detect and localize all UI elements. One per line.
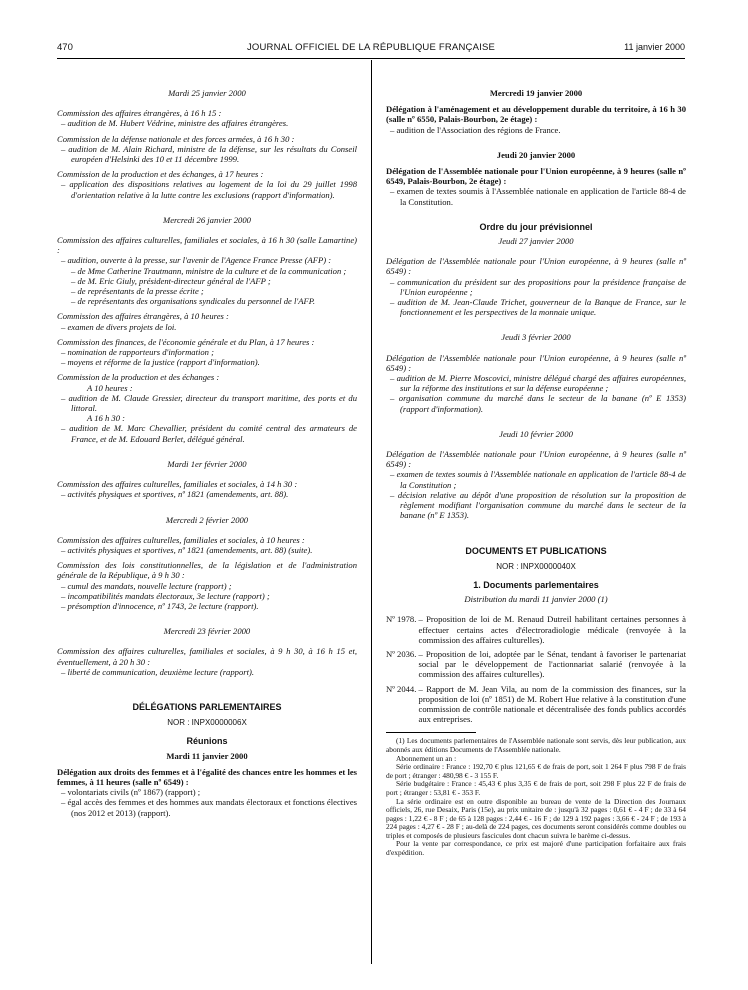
agenda-item: – audition de M. Marc Chevallier, président du comité central des armateurs de France, et de M. Edouard Berlet, délégué général. <box>61 423 357 444</box>
nor-reference: NOR : INPX0000006X <box>167 718 247 728</box>
document-entry <box>386 684 686 725</box>
agenda-item: – liberté de communication, deuxième lecture (rapport). <box>61 666 254 677</box>
commission-line: Commission des lois constitutionnelles, de la législation et de l'administration générale de la République, à 9 h 30 : <box>57 560 357 581</box>
agenda-item: – examen de divers projets de loi. <box>61 321 177 332</box>
subsection-title: Réunions <box>186 736 228 747</box>
agenda-subitem: – de représentants des organisations syndicales du personnel de l'AFP. <box>71 296 316 307</box>
agenda-block <box>386 353 686 414</box>
delegation-line: Délégation de l'Assemblée nationale pour l'Union européenne, à 9 heures (salle nº 6549) : <box>386 352 686 373</box>
agenda-block <box>57 311 357 331</box>
distribution-heading: Distribution du mardi 11 janvier 2000 (1) <box>464 594 608 605</box>
delegation-line: Délégation à l'aménagement et au développement durable du territoire, à 16 h 30 (salle nº 6550, Palais-Bourbon, 2e étage) : <box>386 104 686 125</box>
agenda-block <box>57 535 357 555</box>
agenda-item: – examen de textes soumis à l'Assemblée nationale en application de l'article 88-4 de la Constitution. <box>390 186 686 207</box>
agenda-item: – application des dispositions relatives au logement de la loi du 29 juillet 1998 d'orientation relative à la lutte contre les exclusions (rapport d'information). <box>61 179 357 200</box>
agenda-block <box>57 372 357 443</box>
section-title: DOCUMENTS ET PUBLICATIONS <box>465 545 607 556</box>
agenda-item: – audition de M. Hubert Védrine, ministre des affaires étrangères. <box>61 118 289 129</box>
commission-line: Commission de la production et des échanges : <box>57 372 220 383</box>
agenda-item: – présomption d'innocence, nº 1743, 2e lecture (rapport). <box>61 600 259 611</box>
agenda-item: – décision relative au dépôt d'une proposition de résolution sur la proposition de règlement modifiant l'organisation commune du marché dans le secteur de la banane (nº E 1353). <box>390 489 686 521</box>
document-number: Nº 1978. <box>386 614 417 625</box>
day-heading: Mardi 25 janvier 2000 <box>168 88 246 98</box>
footnote-rule <box>386 732 476 733</box>
agenda-item: – nomination de rapporteurs d'information ; <box>61 347 214 358</box>
agenda-item: – moyens et réforme de la justice (rapport d'information). <box>61 357 260 368</box>
agenda-block <box>386 166 686 207</box>
agenda-block <box>57 235 357 306</box>
agenda-block <box>386 449 686 520</box>
agenda-block <box>57 134 357 165</box>
agenda-block <box>57 169 357 200</box>
document-number: Nº 2036. <box>386 648 417 659</box>
agenda-item: – égal accès des femmes et des hommes aux mandats électoraux et fonctions électives (nos 2012 et 2013) (rapport). <box>61 797 357 818</box>
footnote: Abonnement un an : <box>396 753 457 763</box>
agenda-block <box>57 337 357 368</box>
time-line: A 16 h 30 : <box>87 413 126 424</box>
agenda-block <box>386 256 686 317</box>
agenda-block <box>57 560 357 611</box>
commission-line: Commission des affaires étrangères, à 10 heures : <box>57 311 229 322</box>
day-heading: Jeudi 3 février 2000 <box>501 332 571 343</box>
delegation-line: Délégation de l'Assemblée nationale pour l'Union européenne, à 9 heures (salle nº 6549) : <box>386 256 686 277</box>
delegation-line: Délégation aux droits des femmes et à l'égalité des chances entre les hommes et les femmes, à 11 heures (salle nº 6549) : <box>57 766 357 787</box>
document-number: Nº 2044. <box>386 683 417 694</box>
agenda-item: – communication du président sur des propositions pour la présidence française de l'Union européenne ; <box>390 276 686 297</box>
delegation-line: Délégation de l'Assemblée nationale pour l'Union européenne, à 9 heures (salle nº 6549) : <box>386 449 686 470</box>
day-heading: Mercredi 23 février 2000 <box>163 626 251 637</box>
agenda-item: – examen de textes soumis à l'Assemblée nationale en application de l'article 88-4 de la Constitution ; <box>390 469 686 490</box>
day-heading: Jeudi 20 janvier 2000 <box>496 149 576 160</box>
commission-line: Commission des affaires culturelles, familiales et sociales, à 10 heures : <box>57 534 305 545</box>
agenda-block <box>57 108 357 128</box>
day-heading: Jeudi 27 janvier 2000 <box>498 236 574 247</box>
section-title: DÉLÉGATIONS PARLEMENTAIRES <box>132 701 282 712</box>
agenda-item: – audition, ouverte à la presse, sur l'avenir de l'Agence France Presse (AFP) : <box>61 255 332 266</box>
agenda-item: – audition de M. Claude Gressier, directeur du transport maritime, des ports et du littoral. <box>61 392 357 414</box>
agenda-subitem: – de Mme Catherine Trautmann, ministre de la culture et de la communication ; <box>71 265 347 276</box>
agenda-subitem: – de représentants de la presse écrite ; <box>71 286 204 297</box>
footnote: Série ordinaire : France : 192,70 € plus 121,65 € de frais de port, soit 1 264 F plus 798 F de frais de port ; étranger : 480,98 € - 3 155 F. <box>386 762 686 780</box>
agenda-item: – audition de l'Association des régions de France. <box>390 124 561 135</box>
footnote: (1) Les documents parlementaires de l'Assemblée nationale sont servis, dès leur publication, aux abonnés aux éditions Documents de l'Assemblée nationale. <box>386 736 686 754</box>
agenda-item: – cumul des mandats, nouvelle lecture (rapport) ; <box>61 580 232 591</box>
agenda-item: – activités physiques et sportives, nº 1821 (amendements, art. 88) (suite). <box>61 544 313 555</box>
header-rule <box>57 58 685 59</box>
agenda-item: – incompatibilités mandats électoraux, 3e lecture (rapport) ; <box>61 590 270 601</box>
document-text: – Proposition de loi, adoptée par le Sénat, tendant à favoriser le partenariat social par le développement de l'actionnariat salarié (renvoyée à la commission des affaires culturelles). <box>418 648 686 680</box>
subsection-title: 1. Documents parlementaires <box>473 579 599 590</box>
right-column <box>386 88 686 858</box>
nor-reference: NOR : INPX0000040X <box>496 561 576 571</box>
document-text: – Proposition de loi de M. Renaud Dutreil habilitant certaines personnes à effectuer certains actes d'électroradiologie médicale (renvoyée à la commission des affaires culturelles). <box>418 614 686 645</box>
day-heading: Mercredi 2 février 2000 <box>165 514 249 525</box>
agenda-block <box>57 479 357 499</box>
day-heading: Mercredi 19 janvier 2000 <box>489 88 583 98</box>
agenda-item: – activités physiques et sportives, nº 1821 (amendements, art. 88). <box>61 489 289 500</box>
footnote: La série ordinaire est en outre disponible au bureau de vente de la Direction des Journaux officiels, 26, rue Desaix, Paris (15e), au prix unitaire de : jusqu'à 32 pages : 0,61 € - 4 F ; de 33 à 64 pages : 1,22 € - 8 F ; de 65 à 128 pages : 2,44 € - 16 F ; de 129 à 192 pages : 3,66 € - 24 F ; de 193 à 224 pages : 4,27 € - 28 F ; au-delà de 224 pages, ces documents seront considérés comme doubles ou triples et composés de plusieurs fascicules dont chacun suivra le barème ci-dessus. <box>386 796 686 840</box>
journal-title: JOURNAL OFFICIEL DE LA RÉPUBLIQUE FRANÇAISE <box>246 42 496 53</box>
commission-line: Commission de la défense nationale et des forces armées, à 16 h 30 : <box>57 133 295 144</box>
agenda-block <box>386 104 686 135</box>
day-heading: Mercredi 26 janvier 2000 <box>163 214 251 225</box>
commission-line: Commission des affaires culturelles, familiales et sociales, à 16 h 30 (salle Lamartine) : <box>57 235 357 256</box>
commission-line: Commission des affaires étrangères, à 16 h 15 : <box>57 108 222 119</box>
document-text: – Rapport de M. Jean Vila, au nom de la commission des finances, sur la proposition de loi (nº 1851) de M. Robert Hue relative à la constitution d'une commission de contrôle nationale et décentralisée des fonds publics accordés aux entreprises. <box>418 683 686 725</box>
agenda-item: – organisation commune du marché dans le secteur de la banane (nº E 1353) (rapport d'information). <box>390 393 686 414</box>
column-divider <box>371 60 372 964</box>
agenda-block <box>57 767 357 818</box>
agenda-item: – audition de M. Jean-Claude Trichet, gouverneur de la Banque de France, sur le fonctionnement et les perspectives de la monnaie unique. <box>390 297 686 318</box>
document-entry <box>386 649 686 680</box>
time-line: A 10 heures : <box>87 382 133 393</box>
agenda-item: – volontariats civils (nº 1867) (rapport) ; <box>61 787 201 798</box>
day-heading: Mardi 1er février 2000 <box>167 458 247 469</box>
commission-line: Commission des affaires culturelles, familiales et sociales, à 9 h 30, à 16 h 15 et, éventuellement, à 20 h 30 : <box>57 646 357 667</box>
left-column <box>57 88 357 823</box>
commission-line: Commission de la production et des échanges, à 17 heures : <box>57 169 264 180</box>
page-header <box>57 42 685 56</box>
day-heading: Jeudi 10 février 2000 <box>499 428 573 439</box>
agenda-subitem: – de M. Eric Giuly, président-directeur général de l'AFP ; <box>71 275 271 286</box>
document-entry <box>386 614 686 645</box>
page-number: 470 <box>57 42 73 53</box>
agenda-item: – audition de M. Pierre Moscovici, ministre délégué chargé des affaires européennes, sur la réforme des institutions et sur la défense européenne ; <box>390 373 686 394</box>
agenda-block <box>57 646 357 677</box>
issue-date: 11 janvier 2000 <box>624 42 685 52</box>
subsection-title: Ordre du jour prévisionnel <box>479 221 593 232</box>
delegation-line: Délégation de l'Assemblée nationale pour l'Union européenne, à 9 heures (salle nº 6549, Palais-Bourbon, 2e étage) : <box>386 166 686 187</box>
footnote: Pour la vente par correspondance, ce prix est majoré d'une participation forfaitaire aux frais d'expédition. <box>386 839 686 858</box>
commission-line: Commission des affaires culturelles, familiales et sociales, à 14 h 30 : <box>57 479 298 490</box>
day-heading: Mardi 11 janvier 2000 <box>166 750 248 761</box>
agenda-item: – audition de M. Alain Richard, ministre de la défense, sur les résultats du Conseil européen d'Helsinki des 10 et 11 décembre 1999. <box>61 143 357 165</box>
commission-line: Commission des finances, de l'économie générale et du Plan, à 17 heures : <box>57 336 315 347</box>
footnote: Série budgétaire : France : 45,43 € plus 3,35 € de frais de port, soit 298 F plus 22 F de frais de port ; étranger : 53,81 € - 353 F. <box>386 779 686 797</box>
